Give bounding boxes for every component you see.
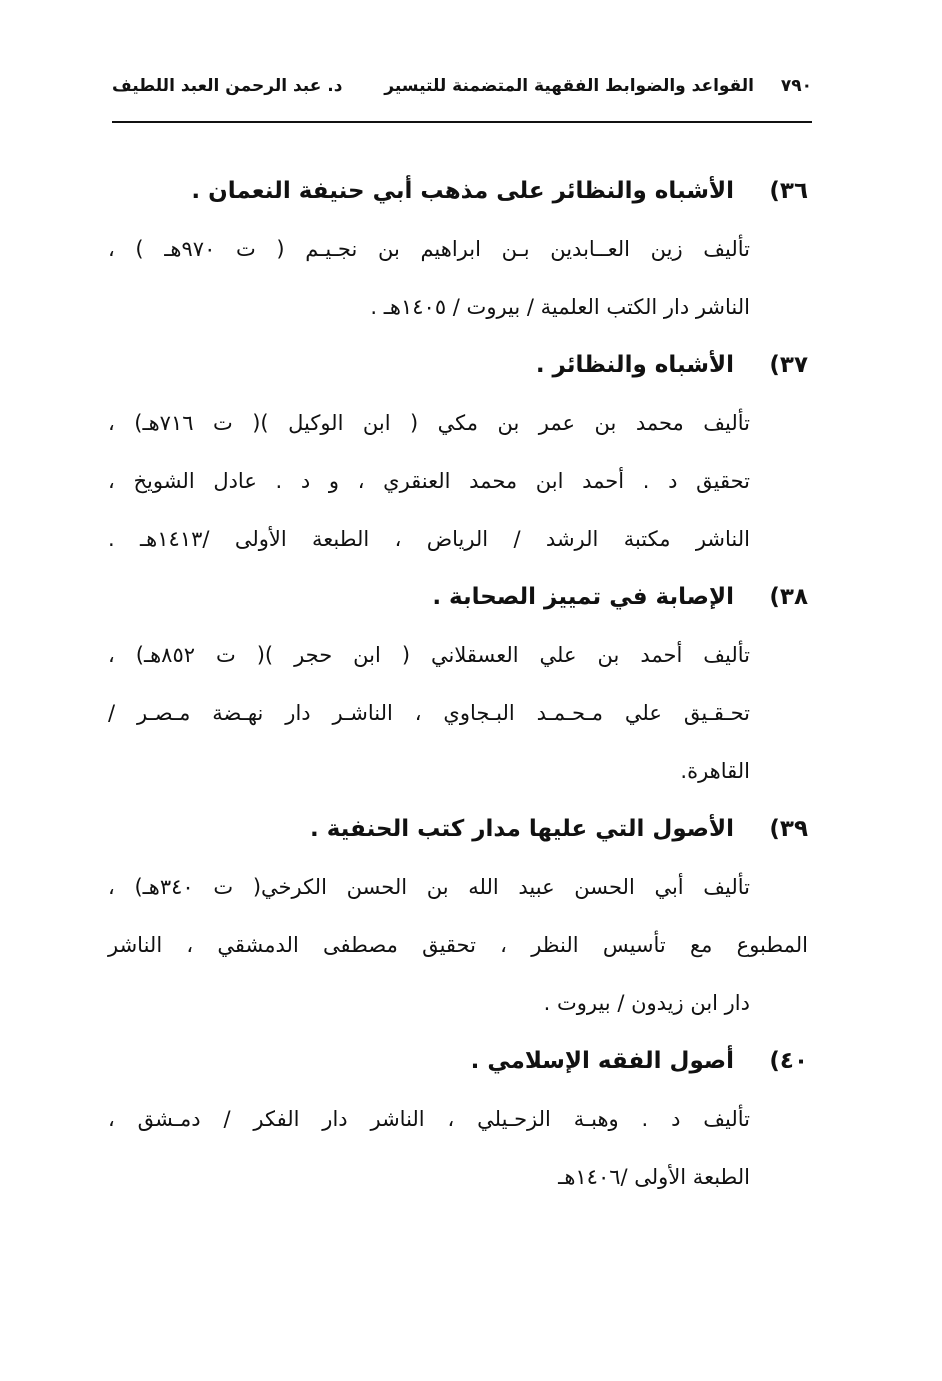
entry-line: الناشر مكتبة الرشد / الرياض ، الطبعة الأولى /١٤١٣هـ . [108, 527, 750, 551]
entry-line: الطبعة الأولى /١٤٠٦هـ [558, 1165, 750, 1189]
entry-line: دار ابن زيدون / بيروت . [543, 991, 750, 1015]
entry-number: ٣٩) [769, 816, 808, 842]
entry-line: تأليف د . وهبـة الزحـيلي ، الناشر دار الفكر / دمـشق ، [108, 1107, 750, 1131]
entry-line: القاهرة. [680, 759, 750, 783]
entry-title: الأصول التي عليها مدار كتب الحنفية . [309, 816, 734, 842]
bibliography-entry-40 [108, 1032, 808, 1206]
bibliography-list [108, 162, 808, 1206]
bibliography-entry-39 [108, 800, 808, 1032]
entry-number: ٣٦) [769, 178, 808, 204]
entry-line: تحقيق د . أحمد ابن محمد العنقري ، و د . عادل الشويخ ، [108, 469, 750, 493]
entry-line: تأليف محمد بن عمر بن مكي ( ابن الوكيل )( ت ٧١٦هـ) ، [108, 411, 750, 435]
entry-line: تأليف زين العــابدين بـن ابراهيم بن نجـيـم ( ت ٩٧٠هـ ) ، [108, 237, 750, 261]
entry-heading [108, 568, 808, 626]
entry-line: تأليف أحمد بن علي العسقلاني ( ابن حجر )( ت ٨٥٢هـ) ، [108, 643, 750, 667]
entry-heading [108, 336, 808, 394]
entry-heading [108, 162, 808, 220]
page-number: ٧٩٠ [780, 76, 812, 96]
bibliography-entry-38 [108, 568, 808, 800]
entry-heading [108, 800, 808, 858]
entry-line: المطبوع مع تأسيس النظر ، تحقيق مصطفى الدمشقي ، الناشر [108, 933, 808, 957]
entry-number: ٣٧) [769, 352, 808, 378]
book-title: القواعد والضوابط الفقهية المتضمنة للتيسير [384, 76, 754, 96]
entry-line: تحـقـيق علي مـحـمـد البـجاوي ، الناشـر دار نهـضة مـصـر / [108, 701, 750, 725]
entry-line: الناشر دار الكتب العلمية / بيروت / ١٤٠٥هـ . [370, 295, 750, 319]
entry-line: تأليف أبي الحسن عبيد الله بن الحسن الكرخي( ت ٣٤٠هـ) ، [108, 875, 751, 899]
header-divider [112, 121, 812, 123]
entry-number: ٤٠) [769, 1048, 808, 1074]
entry-heading [108, 1032, 808, 1090]
bibliography-entry-36 [108, 162, 808, 336]
entry-title: الأشباه والنظائر على مذهب أبي حنيفة النعمان . [191, 178, 734, 204]
running-header [112, 72, 812, 106]
entry-number: ٣٨) [769, 584, 808, 610]
entry-title: الإصابة في تمييز الصحابة . [432, 584, 734, 610]
entry-title: أصول الفقه الإسلامي . [470, 1048, 734, 1074]
bibliography-entry-37 [108, 336, 808, 568]
entry-title: الأشباه والنظائر . [535, 352, 734, 378]
author-name: د. عبد الرحمن العبد اللطيف [112, 76, 343, 96]
